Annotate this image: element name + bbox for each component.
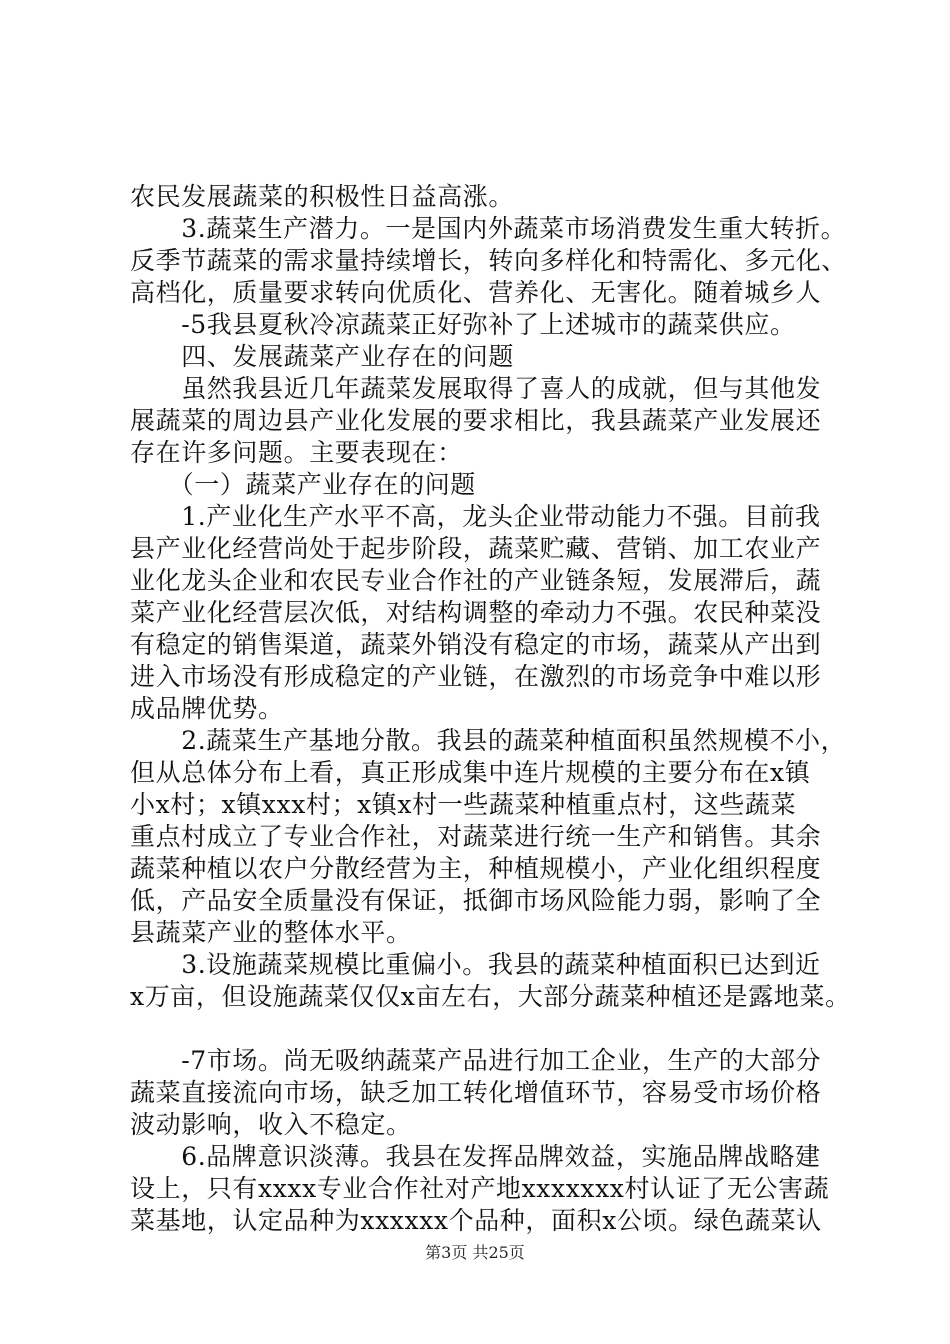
text-line: 蔬菜种植以农户分散经营为主，种植规模小，产业化组织程度 — [130, 854, 822, 883]
text-line: 设上，只有xxxx专业合作社对产地xxxxxxx村认证了无公害蔬 — [130, 1174, 830, 1203]
text-line: 3.设施蔬菜规模比重偏小。我县的蔬菜种植面积已达到近 — [130, 950, 821, 979]
subsection-heading: （一）蔬菜产业存在的问题 — [130, 470, 476, 499]
text-line: 2.蔬菜生产基地分散。我县的蔬菜种植面积虽然规模不小， — [130, 726, 847, 755]
text-line: 成品牌优势。 — [130, 694, 284, 723]
page-footer: 第3页 共25页 — [425, 1243, 525, 1262]
text-line: 重点村成立了专业合作社，对蔬菜进行统一生产和销售。其余 — [130, 822, 822, 851]
text-line: 低，产品安全质量没有保证，抵御市场风险能力弱，影响了全 — [130, 886, 822, 915]
text-line: 进入市场没有形成稳定的产业链，在激烈的市场竞争中难以形 — [130, 662, 822, 691]
text-line: 高档化，质量要求转向优质化、营养化、无害化。随着城乡人 — [130, 278, 822, 307]
text-line: 反季节蔬菜的需求量持续增长，转向多样化和特需化、多元化、 — [130, 246, 847, 275]
text-line: 虽然我县近几年蔬菜发展取得了喜人的成就，但与其他发 — [130, 374, 822, 403]
text-line: 6.品牌意识淡薄。我县在发挥品牌效益，实施品牌战略建 — [130, 1142, 821, 1171]
text-line: 县蔬菜产业的整体水平。 — [130, 918, 412, 947]
text-line: 县产业化经营尚处于起步阶段，蔬菜贮藏、营销、加工农业产 — [130, 534, 822, 563]
text-line: 农民发展蔬菜的积极性日益高涨。 — [130, 182, 515, 211]
text-line: 菜基地，认定品种为xxxxxx个品种，面积x公顷。绿色蔬菜认 — [130, 1206, 822, 1235]
text-line: 蔬菜直接流向市场，缺乏加工转化增值环节，容易受市场价格 — [130, 1078, 822, 1107]
text-line: -5我县夏秋冷凉蔬菜正好弥补了上述城市的蔬菜供应。 — [130, 310, 796, 339]
text-line: 小x村；x镇xxx村；x镇x村一些蔬菜种植重点村，这些蔬菜 — [130, 790, 797, 819]
text-line: 但从总体分布上看，真正形成集中连片规模的主要分布在x镇 — [130, 758, 811, 787]
text-line: 菜产业化经营层次低，对结构调整的牵动力不强。农民种菜没 — [130, 598, 822, 627]
text-line: 波动影响，收入不稳定。 — [130, 1110, 412, 1139]
text-line: 业化龙头企业和农民专业合作社的产业链条短，发展滞后，蔬 — [130, 566, 822, 595]
text-line: x万亩，但设施蔬菜仅仅x亩左右，大部分蔬菜种植还是露地菜。 — [130, 982, 851, 1011]
text-line: 3.蔬菜生产潜力。一是国内外蔬菜市场消费发生重大转折。 — [130, 214, 847, 243]
text-line: 展蔬菜的周边县产业化发展的要求相比，我县蔬菜产业发展还 — [130, 406, 822, 435]
section-heading: 四、发展蔬菜产业存在的问题 — [130, 342, 515, 371]
text-line: 有稳定的销售渠道，蔬菜外销没有稳定的市场，蔬菜从产出到 — [130, 630, 822, 659]
text-line: -7市场。尚无吸纳蔬菜产品进行加工企业，生产的大部分 — [130, 1046, 822, 1075]
text-line: 存在许多问题。主要表现在： — [130, 438, 463, 467]
text-line: 1.产业化生产水平不高，龙头企业带动能力不强。目前我 — [130, 502, 821, 531]
